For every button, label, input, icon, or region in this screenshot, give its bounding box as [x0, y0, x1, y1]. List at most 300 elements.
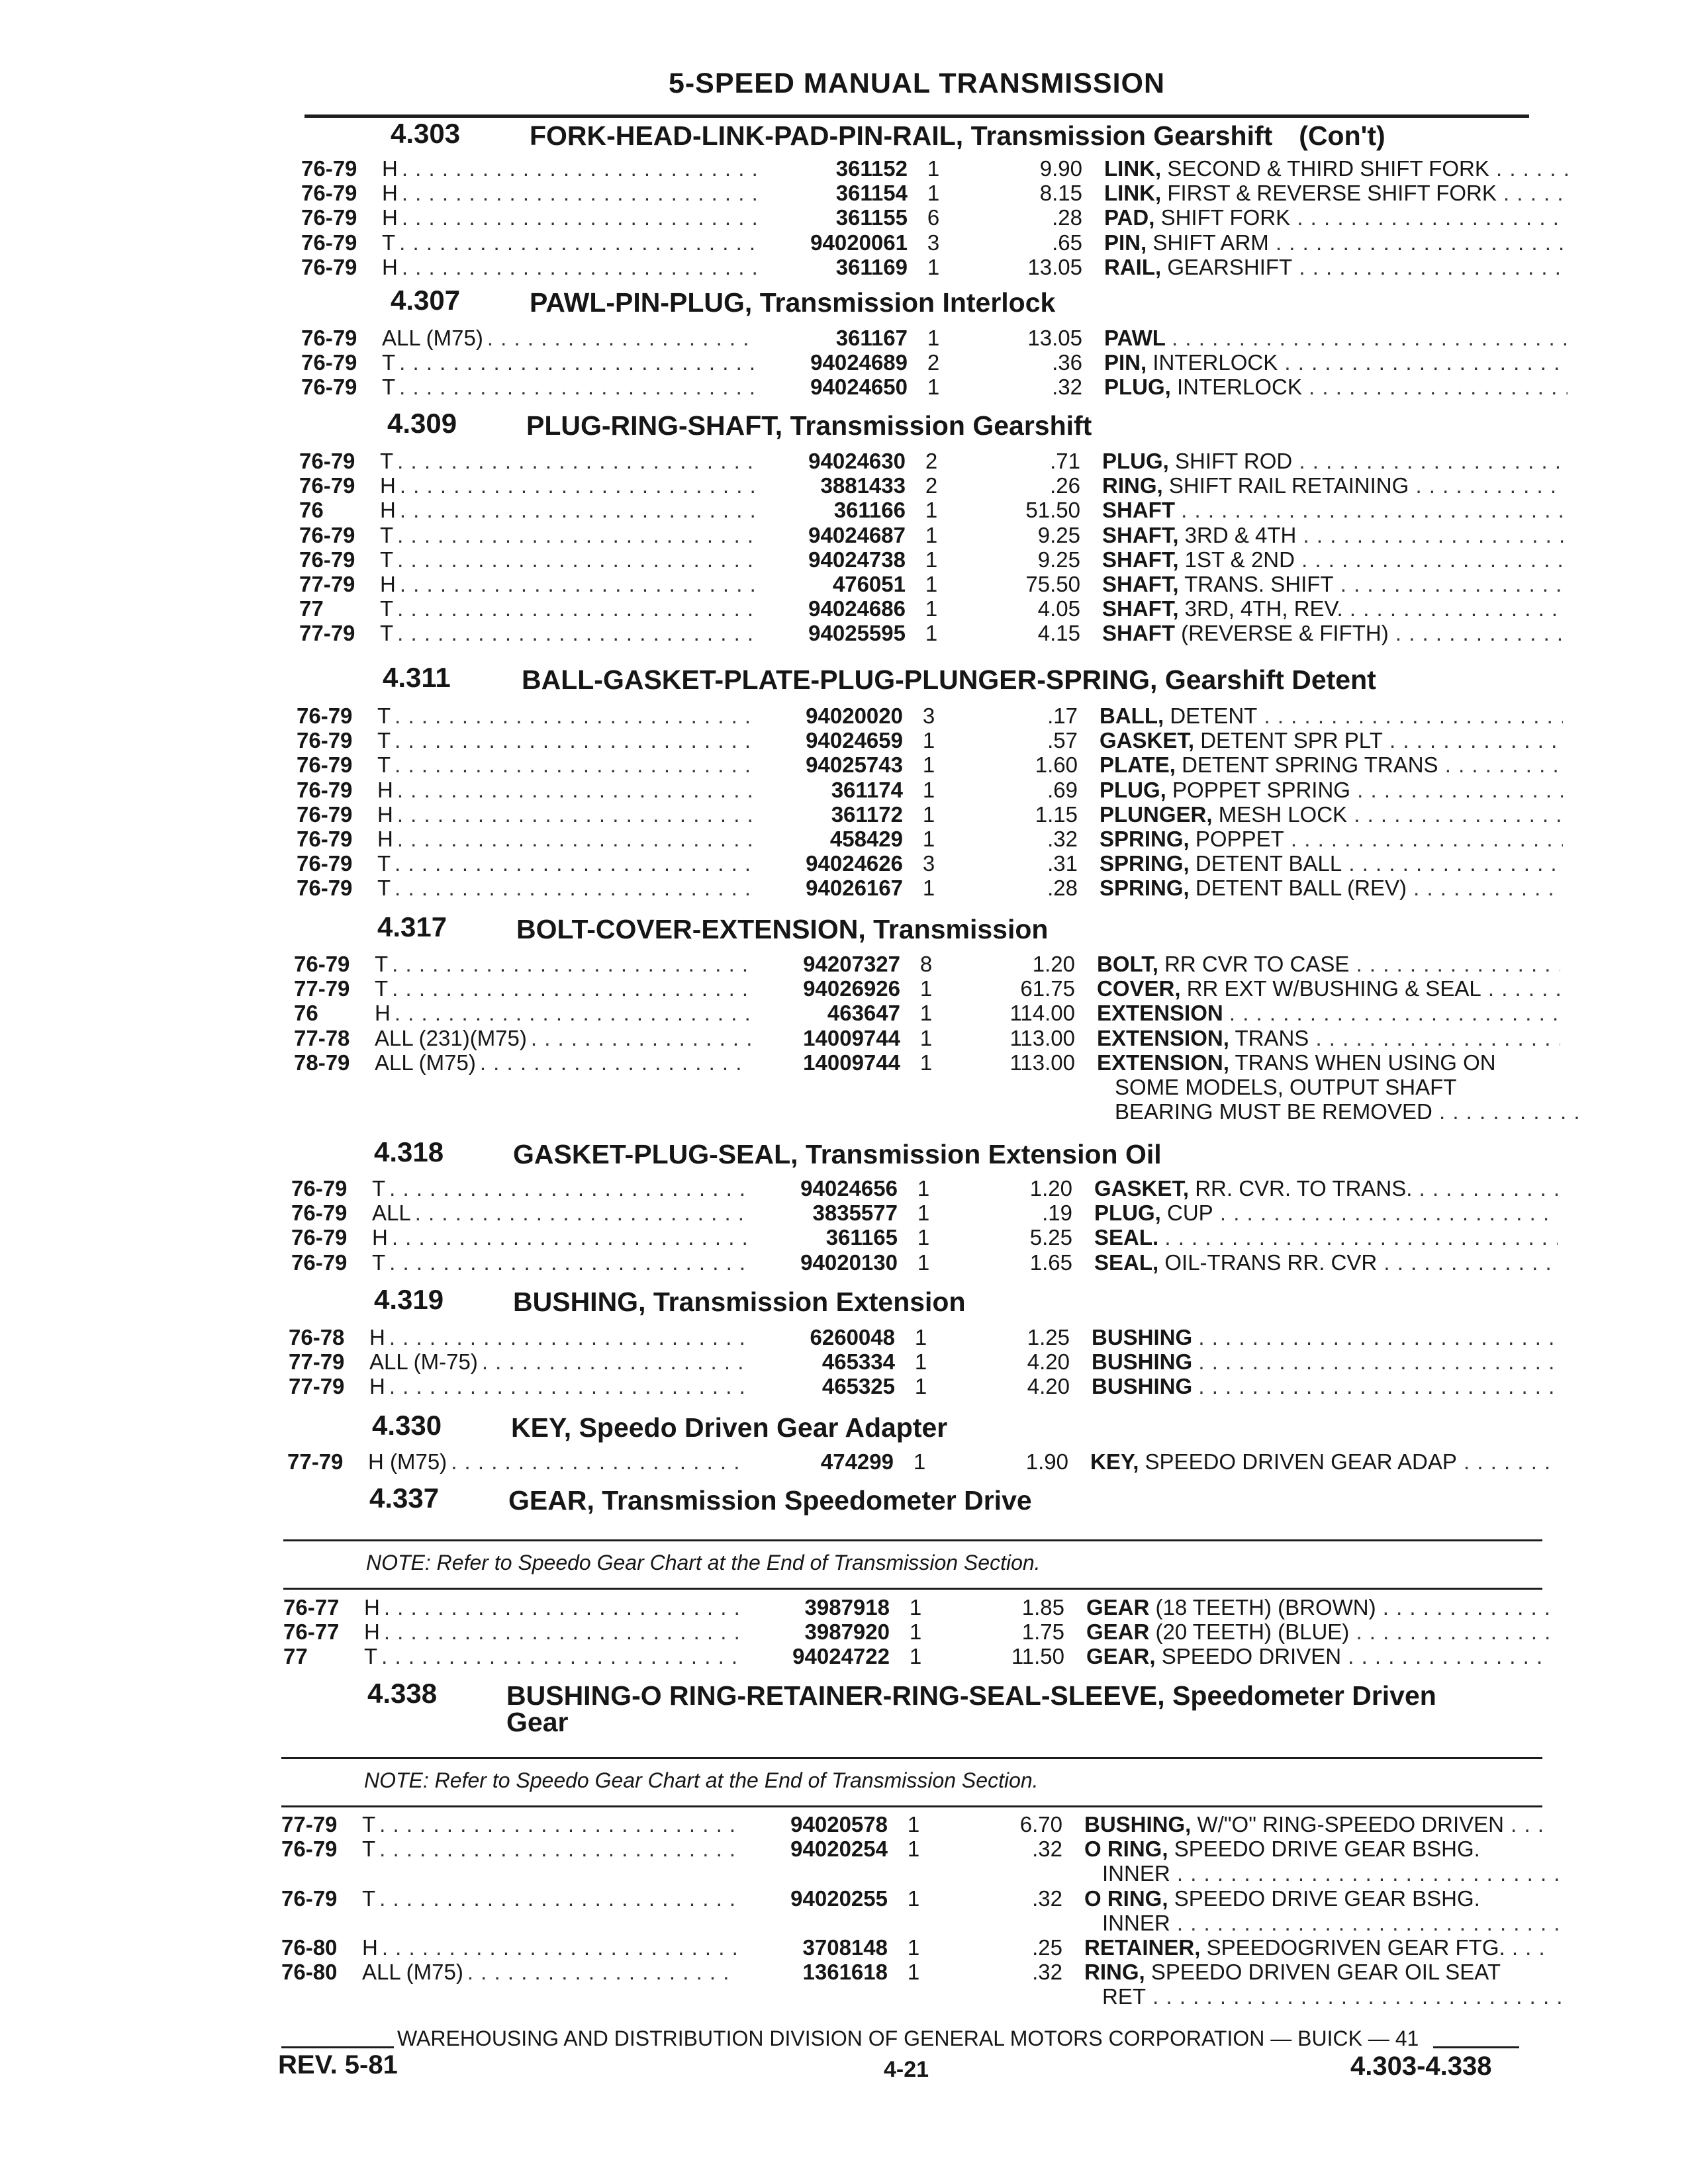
part-row	[297, 802, 1549, 827]
model-code: T . . .	[380, 449, 830, 474]
quantity: 1	[917, 1176, 930, 1201]
part-description-noun: RING,	[1084, 1960, 1145, 1984]
part-description	[1100, 778, 1563, 803]
model-code: ALL . . .	[372, 1201, 822, 1226]
part-description-detail: 3RD, 4TH, REV.	[1184, 596, 1343, 621]
part-description-continued: INNER . . .	[1102, 1911, 1566, 1936]
list-price: .28	[1047, 876, 1078, 900]
quantity: 1	[925, 621, 938, 645]
quantity: 1	[919, 1026, 933, 1050]
part-description	[1094, 1250, 1558, 1275]
part-description	[1102, 572, 1566, 597]
part-number: 361174	[753, 778, 903, 803]
section-note	[283, 1539, 1542, 1590]
model-code: T . . .	[362, 1837, 812, 1862]
model-year: 76-79	[291, 1201, 348, 1225]
part-description	[1084, 1837, 1548, 1862]
list-price: .32	[1032, 1886, 1062, 1911]
section-title-secondary: Transmission	[873, 914, 1049, 944]
part-description-detail: TRANS. SHIFT	[1184, 572, 1334, 596]
list-price: .36	[1052, 350, 1082, 375]
list-price: 4.05	[1037, 596, 1080, 621]
part-row	[297, 778, 1549, 803]
list-price: .19	[1042, 1201, 1072, 1225]
part-row-continuation	[294, 1099, 1549, 1124]
model-year: 76-79	[297, 802, 353, 827]
part-description-noun: GASKET,	[1094, 1176, 1190, 1201]
section-title-primary: BUSHING-O RING-RETAINER-RING-SEAL-SLEEVE,	[506, 1680, 1165, 1711]
part-description-noun: EXTENSION	[1097, 1001, 1223, 1025]
model-year: 76-79	[301, 350, 357, 375]
footer-rule-right	[1433, 2046, 1519, 2048]
part-description-detail: INTERLOCK	[1177, 375, 1302, 399]
part-number: 361155	[758, 205, 908, 230]
quantity: 2	[927, 350, 940, 375]
part-description-noun: SHAFT	[1102, 498, 1175, 522]
model-year: 76-79	[301, 205, 357, 230]
part-description-noun: PAD,	[1104, 205, 1155, 230]
model-year: 77	[299, 596, 324, 621]
part-row	[299, 449, 1549, 474]
part-row	[283, 1619, 1549, 1645]
model-code: H . . .	[375, 1001, 825, 1026]
quantity: 1	[919, 1001, 933, 1025]
list-price: 4.15	[1037, 621, 1080, 645]
part-description-noun: BUSHING,	[1084, 1812, 1192, 1837]
quantity: 3	[922, 704, 935, 728]
model-code: T . . .	[372, 1176, 822, 1201]
section-title-secondary: Transmission Speedometer Drive	[602, 1485, 1032, 1516]
model-year: 76	[299, 498, 324, 522]
part-number: 3835577	[748, 1201, 898, 1226]
part-description-noun: GASKET,	[1100, 728, 1195, 752]
part-row	[299, 498, 1549, 523]
section-title-secondary: Transmission Gearshift	[970, 120, 1273, 151]
model-year: 78-79	[294, 1050, 350, 1075]
part-description	[1104, 350, 1568, 375]
section-title	[508, 1485, 1032, 1516]
model-year: 77-79	[299, 621, 355, 645]
part-row	[297, 728, 1549, 753]
section-title-secondary: Transmission Extension Oil	[805, 1139, 1162, 1169]
part-number: 94020020	[753, 704, 903, 729]
part-description-noun: BALL,	[1100, 704, 1164, 728]
model-year: 77-79	[289, 1349, 345, 1374]
model-year: 76-79	[297, 827, 353, 851]
part-description-detail: SPEEDO DRIVEN	[1161, 1644, 1342, 1668]
part-row	[281, 1812, 1549, 1837]
list-price: .32	[1032, 1837, 1062, 1861]
part-number: 94024630	[756, 449, 906, 474]
model-year: 76-79	[301, 255, 357, 279]
part-number: 94020578	[738, 1812, 888, 1837]
quantity: 1	[922, 802, 935, 827]
list-price: 6.70	[1019, 1812, 1062, 1837]
part-number: 94026926	[751, 976, 900, 1001]
quantity: 3	[927, 230, 940, 255]
part-description	[1100, 704, 1563, 729]
part-number: 94024650	[758, 375, 908, 400]
list-price: .28	[1052, 205, 1082, 230]
list-price: 13.05	[1027, 326, 1082, 350]
part-description-detail: SPEEDO DRIVE GEAR BSHG.	[1174, 1837, 1480, 1861]
model-year: 76-79	[281, 1837, 338, 1861]
part-row	[299, 596, 1549, 621]
part-row	[301, 181, 1549, 206]
part-description-noun: GEAR,	[1086, 1644, 1156, 1668]
part-description-noun: PIN,	[1104, 230, 1147, 255]
page-title: 5-SPEED MANUAL TRANSMISSION	[668, 68, 1166, 99]
quantity: 6	[927, 205, 940, 230]
footer-revision: REV. 5-81	[278, 2050, 398, 2079]
list-price: 5.25	[1029, 1225, 1072, 1250]
model-year: 77-79	[294, 976, 350, 1001]
list-price: 114.00	[1009, 1001, 1075, 1025]
section-title	[506, 1680, 1436, 1711]
quantity: 1	[919, 1050, 933, 1075]
list-price: .32	[1047, 827, 1078, 851]
list-price: 51.50	[1025, 498, 1080, 522]
part-row	[287, 1449, 1549, 1475]
part-row	[301, 255, 1549, 280]
part-description	[1097, 1050, 1560, 1075]
part-description-detail: SHIFT ARM	[1152, 230, 1269, 255]
quantity: 1	[922, 752, 935, 777]
section-title-primary: BUSHING,	[513, 1287, 646, 1317]
part-description	[1084, 1960, 1548, 1985]
part-description	[1100, 876, 1563, 901]
section-title-primary: PLUG-RING-SHAFT,	[526, 410, 783, 441]
part-description-noun: O RING,	[1084, 1837, 1168, 1861]
part-row	[301, 350, 1549, 375]
model-code: H . . .	[382, 181, 832, 206]
list-price: 1.85	[1021, 1595, 1064, 1619]
quantity: 1	[925, 572, 938, 596]
model-code: H . . .	[382, 255, 832, 280]
part-description	[1090, 1449, 1554, 1475]
model-year: 76-79	[297, 728, 353, 752]
model-code: H . . .	[377, 778, 827, 803]
model-code: T . . .	[375, 976, 825, 1001]
section-title	[511, 1412, 947, 1443]
part-description-detail: RR. CVR. TO TRANS.	[1195, 1176, 1413, 1201]
quantity: 1	[907, 1812, 920, 1837]
part-description-noun: GEAR	[1086, 1595, 1150, 1619]
section-number: 4.319	[374, 1284, 444, 1315]
part-row	[291, 1225, 1549, 1250]
part-row	[289, 1374, 1549, 1399]
list-price: 1.20	[1032, 952, 1075, 976]
model-code: H . . .	[380, 572, 830, 597]
model-code: H . . .	[382, 156, 832, 181]
model-year: 76-78	[289, 1325, 345, 1349]
quantity: 1	[914, 1325, 927, 1349]
model-code: T . . .	[377, 752, 827, 778]
part-number: 94024626	[753, 851, 903, 876]
model-year: 77-79	[287, 1449, 344, 1474]
part-row	[281, 1837, 1549, 1862]
part-description	[1102, 596, 1566, 621]
quantity: 1	[922, 778, 935, 802]
part-number: 14009744	[751, 1026, 900, 1051]
model-code: T . . .	[362, 1886, 812, 1911]
model-code: H . . .	[377, 827, 827, 852]
model-code: H . . .	[364, 1619, 814, 1645]
part-description	[1092, 1374, 1555, 1399]
model-year: 76-79	[301, 326, 357, 350]
part-row	[283, 1595, 1549, 1620]
list-price: 1.15	[1035, 802, 1078, 827]
section-number: 4.317	[377, 911, 447, 942]
part-description-detail: DETENT BALL	[1195, 851, 1342, 876]
part-row	[291, 1201, 1549, 1226]
list-price: 9.25	[1037, 523, 1080, 547]
part-description-detail: GEARSHIFT	[1167, 255, 1293, 279]
section-title	[513, 1139, 1162, 1170]
model-year: 77-79	[281, 1812, 338, 1837]
section-number: 4.330	[372, 1410, 442, 1441]
quantity: 1	[927, 181, 940, 205]
part-number: 94024686	[756, 596, 906, 621]
part-description	[1086, 1619, 1550, 1645]
part-description-noun: PAWL	[1104, 326, 1166, 350]
section-title	[516, 914, 1048, 945]
model-code: ALL (231)(M75) . . .	[375, 1026, 825, 1051]
part-row-continuation	[281, 1861, 1549, 1886]
quantity: 1	[927, 156, 940, 181]
part-description	[1092, 1349, 1555, 1375]
quantity: 1	[907, 1935, 920, 1960]
part-description-noun: BUSHING	[1092, 1325, 1193, 1349]
model-code: ALL (M75) . . .	[375, 1050, 825, 1075]
model-code: H (M75) . . .	[368, 1449, 818, 1475]
part-description-noun: SEAL.	[1094, 1225, 1159, 1250]
model-year: 77-78	[294, 1026, 350, 1050]
model-code: T . . .	[380, 547, 830, 572]
section-title-line2: Gear	[506, 1707, 569, 1737]
model-code: T . . .	[380, 523, 830, 548]
part-row	[294, 952, 1549, 977]
part-description-noun: PLUG,	[1100, 778, 1166, 802]
part-description	[1097, 1001, 1560, 1026]
part-row	[281, 1935, 1549, 1960]
part-description-detail: RR EXT W/BUSHING & SEAL	[1186, 976, 1481, 1001]
part-row	[297, 752, 1549, 778]
part-description-noun: GEAR	[1086, 1619, 1150, 1644]
list-price: 75.50	[1025, 572, 1080, 596]
model-year: 76-80	[281, 1960, 338, 1984]
part-number: 94024689	[758, 350, 908, 375]
part-row	[299, 523, 1549, 548]
quantity: 1	[917, 1225, 930, 1250]
model-code: ALL (M75) . . .	[362, 1960, 812, 1985]
quantity: 1	[917, 1201, 930, 1225]
part-description	[1102, 498, 1566, 523]
part-row	[301, 326, 1549, 351]
part-description-noun: SHAFT,	[1102, 572, 1179, 596]
part-number: 361169	[758, 255, 908, 280]
part-description-noun: EXTENSION,	[1097, 1026, 1229, 1050]
model-year: 76-80	[281, 1935, 338, 1960]
part-description	[1092, 1325, 1555, 1350]
section-title-secondary: Transmission Extension	[653, 1287, 966, 1317]
part-number: 3987918	[740, 1595, 890, 1620]
model-year: 76-79	[281, 1886, 338, 1911]
section-note-text: NOTE: Refer to Speedo Gear Chart at the End of Transmission Section.	[366, 1551, 1041, 1574]
part-description	[1102, 621, 1566, 646]
part-row	[289, 1349, 1549, 1375]
part-row-continuation	[281, 1984, 1549, 2009]
quantity: 1	[907, 1886, 920, 1911]
model-year: 76-79	[299, 547, 355, 572]
quantity: 1	[914, 1374, 927, 1398]
model-year: 76-79	[299, 449, 355, 473]
part-number: 361165	[748, 1225, 898, 1250]
part-number: 3708148	[738, 1935, 888, 1960]
part-description-noun: RING,	[1102, 473, 1163, 498]
section-title	[526, 410, 1092, 441]
section-title-primary: BOLT-COVER-EXTENSION,	[516, 914, 866, 944]
part-description-detail: DETENT	[1170, 704, 1258, 728]
model-year: 76-79	[301, 230, 357, 255]
part-row	[294, 1001, 1549, 1026]
section-title-secondary: Transmission Gearshift	[790, 410, 1092, 441]
part-number: 361166	[756, 498, 906, 523]
list-price: 113.00	[1009, 1050, 1075, 1075]
part-number: 3987920	[740, 1619, 890, 1645]
part-description-detail: DETENT SPR PLT	[1200, 728, 1383, 752]
model-code: T . . .	[382, 375, 832, 400]
model-year: 77-79	[299, 572, 355, 596]
part-description	[1104, 255, 1568, 280]
model-year: 76-79	[297, 704, 353, 728]
part-description-noun: LINK,	[1104, 156, 1162, 181]
part-row	[299, 572, 1549, 597]
part-description-continued: INNER . . .	[1102, 1861, 1566, 1886]
model-year: 76-79	[297, 778, 353, 802]
part-description-detail: W/"O" RING-SPEEDO DRIVEN	[1197, 1812, 1504, 1837]
model-year: 76-79	[291, 1225, 348, 1250]
model-code: H . . .	[380, 473, 830, 498]
list-price: 11.50	[1011, 1644, 1064, 1668]
page-header	[305, 65, 1529, 118]
quantity: 1	[927, 326, 940, 350]
part-description	[1097, 976, 1560, 1001]
quantity: 1	[927, 375, 940, 399]
part-description	[1100, 802, 1563, 827]
part-description	[1102, 473, 1566, 498]
part-row	[294, 1050, 1549, 1075]
section-title-primary: BALL-GASKET-PLATE-PLUG-PLUNGER-SPRING,	[522, 664, 1158, 695]
part-row	[301, 156, 1549, 181]
part-description-detail: SPEEDO DRIVE GEAR BSHG.	[1174, 1886, 1480, 1911]
list-price: 1.65	[1029, 1250, 1072, 1275]
part-row	[281, 1960, 1549, 1985]
list-price: .71	[1050, 449, 1080, 473]
part-number: 94024659	[753, 728, 903, 753]
section-title-secondary: Speedometer Driven	[1172, 1680, 1436, 1711]
model-code: T . . .	[380, 621, 830, 646]
part-description	[1100, 728, 1563, 753]
section-number: 4.311	[383, 662, 451, 693]
list-price: .32	[1052, 375, 1082, 399]
part-description-noun: EXTENSION,	[1097, 1050, 1229, 1075]
quantity: 1	[925, 596, 938, 621]
part-description	[1104, 326, 1568, 351]
part-description	[1102, 449, 1566, 474]
part-description-detail: OIL-TRANS RR. CVR	[1164, 1250, 1378, 1275]
list-price: 1.75	[1021, 1619, 1064, 1644]
quantity: 1	[922, 827, 935, 851]
part-description	[1104, 230, 1568, 255]
part-row	[299, 621, 1549, 646]
part-number: 465334	[745, 1349, 895, 1375]
part-description-noun: PLUG,	[1102, 449, 1169, 473]
part-description-noun: SHAFT,	[1102, 596, 1179, 621]
model-code: T . . .	[364, 1644, 814, 1669]
part-number: 94024738	[756, 547, 906, 572]
list-price: .26	[1050, 473, 1080, 498]
list-price: .25	[1032, 1935, 1062, 1960]
part-number: 94207327	[751, 952, 900, 977]
model-code: T . . .	[362, 1812, 812, 1837]
part-row	[291, 1176, 1549, 1201]
part-row	[297, 876, 1549, 901]
model-year: 76-79	[291, 1250, 348, 1275]
part-number: 361152	[758, 156, 908, 181]
model-year: 76	[294, 1001, 318, 1025]
quantity: 1	[913, 1449, 926, 1474]
model-year: 76-79	[301, 375, 357, 399]
section-title-secondary: Speedo Driven Gear Adapter	[579, 1412, 948, 1443]
model-code: T . . .	[382, 230, 832, 255]
part-description	[1084, 1812, 1548, 1837]
list-price: 4.20	[1027, 1374, 1070, 1398]
model-code: T . . .	[377, 728, 827, 753]
part-description-detail: TRANS WHEN USING ON	[1235, 1050, 1496, 1075]
part-number: 465325	[745, 1374, 895, 1399]
part-description	[1102, 523, 1566, 548]
part-description-noun: PIN,	[1104, 350, 1147, 375]
quantity: 2	[925, 473, 938, 498]
part-description-noun: COVER,	[1097, 976, 1181, 1001]
quantity: 1	[925, 547, 938, 572]
model-year: 76-77	[283, 1595, 340, 1619]
quantity: 1	[909, 1595, 922, 1619]
quantity: 1	[922, 876, 935, 900]
model-code: T . . .	[377, 851, 827, 876]
section-title-primary: FORK-HEAD-LINK-PAD-PIN-RAIL,	[530, 120, 964, 151]
model-code: ALL (M75) . . .	[382, 326, 832, 351]
model-year: 76-79	[291, 1176, 348, 1201]
part-description-detail: DETENT SPRING TRANS	[1182, 752, 1438, 777]
part-description	[1104, 205, 1568, 230]
section-note-text: NOTE: Refer to Speedo Gear Chart at the End of Transmission Section.	[364, 1768, 1039, 1792]
quantity: 1	[925, 523, 938, 547]
list-price: 113.00	[1009, 1026, 1075, 1050]
part-description-noun: SHAFT,	[1102, 547, 1179, 572]
part-row	[297, 827, 1549, 852]
quantity: 1	[907, 1837, 920, 1861]
quantity: 1	[922, 728, 935, 752]
section-continued-label: (Con't)	[1299, 120, 1385, 151]
part-description-noun: SPRING,	[1100, 827, 1190, 851]
section-number: 4.337	[369, 1482, 440, 1514]
part-row	[299, 473, 1549, 498]
part-description	[1094, 1225, 1558, 1250]
part-description-detail: SPEEDOGRIVEN GEAR FTG.	[1206, 1935, 1505, 1960]
part-number: 94020061	[758, 230, 908, 255]
